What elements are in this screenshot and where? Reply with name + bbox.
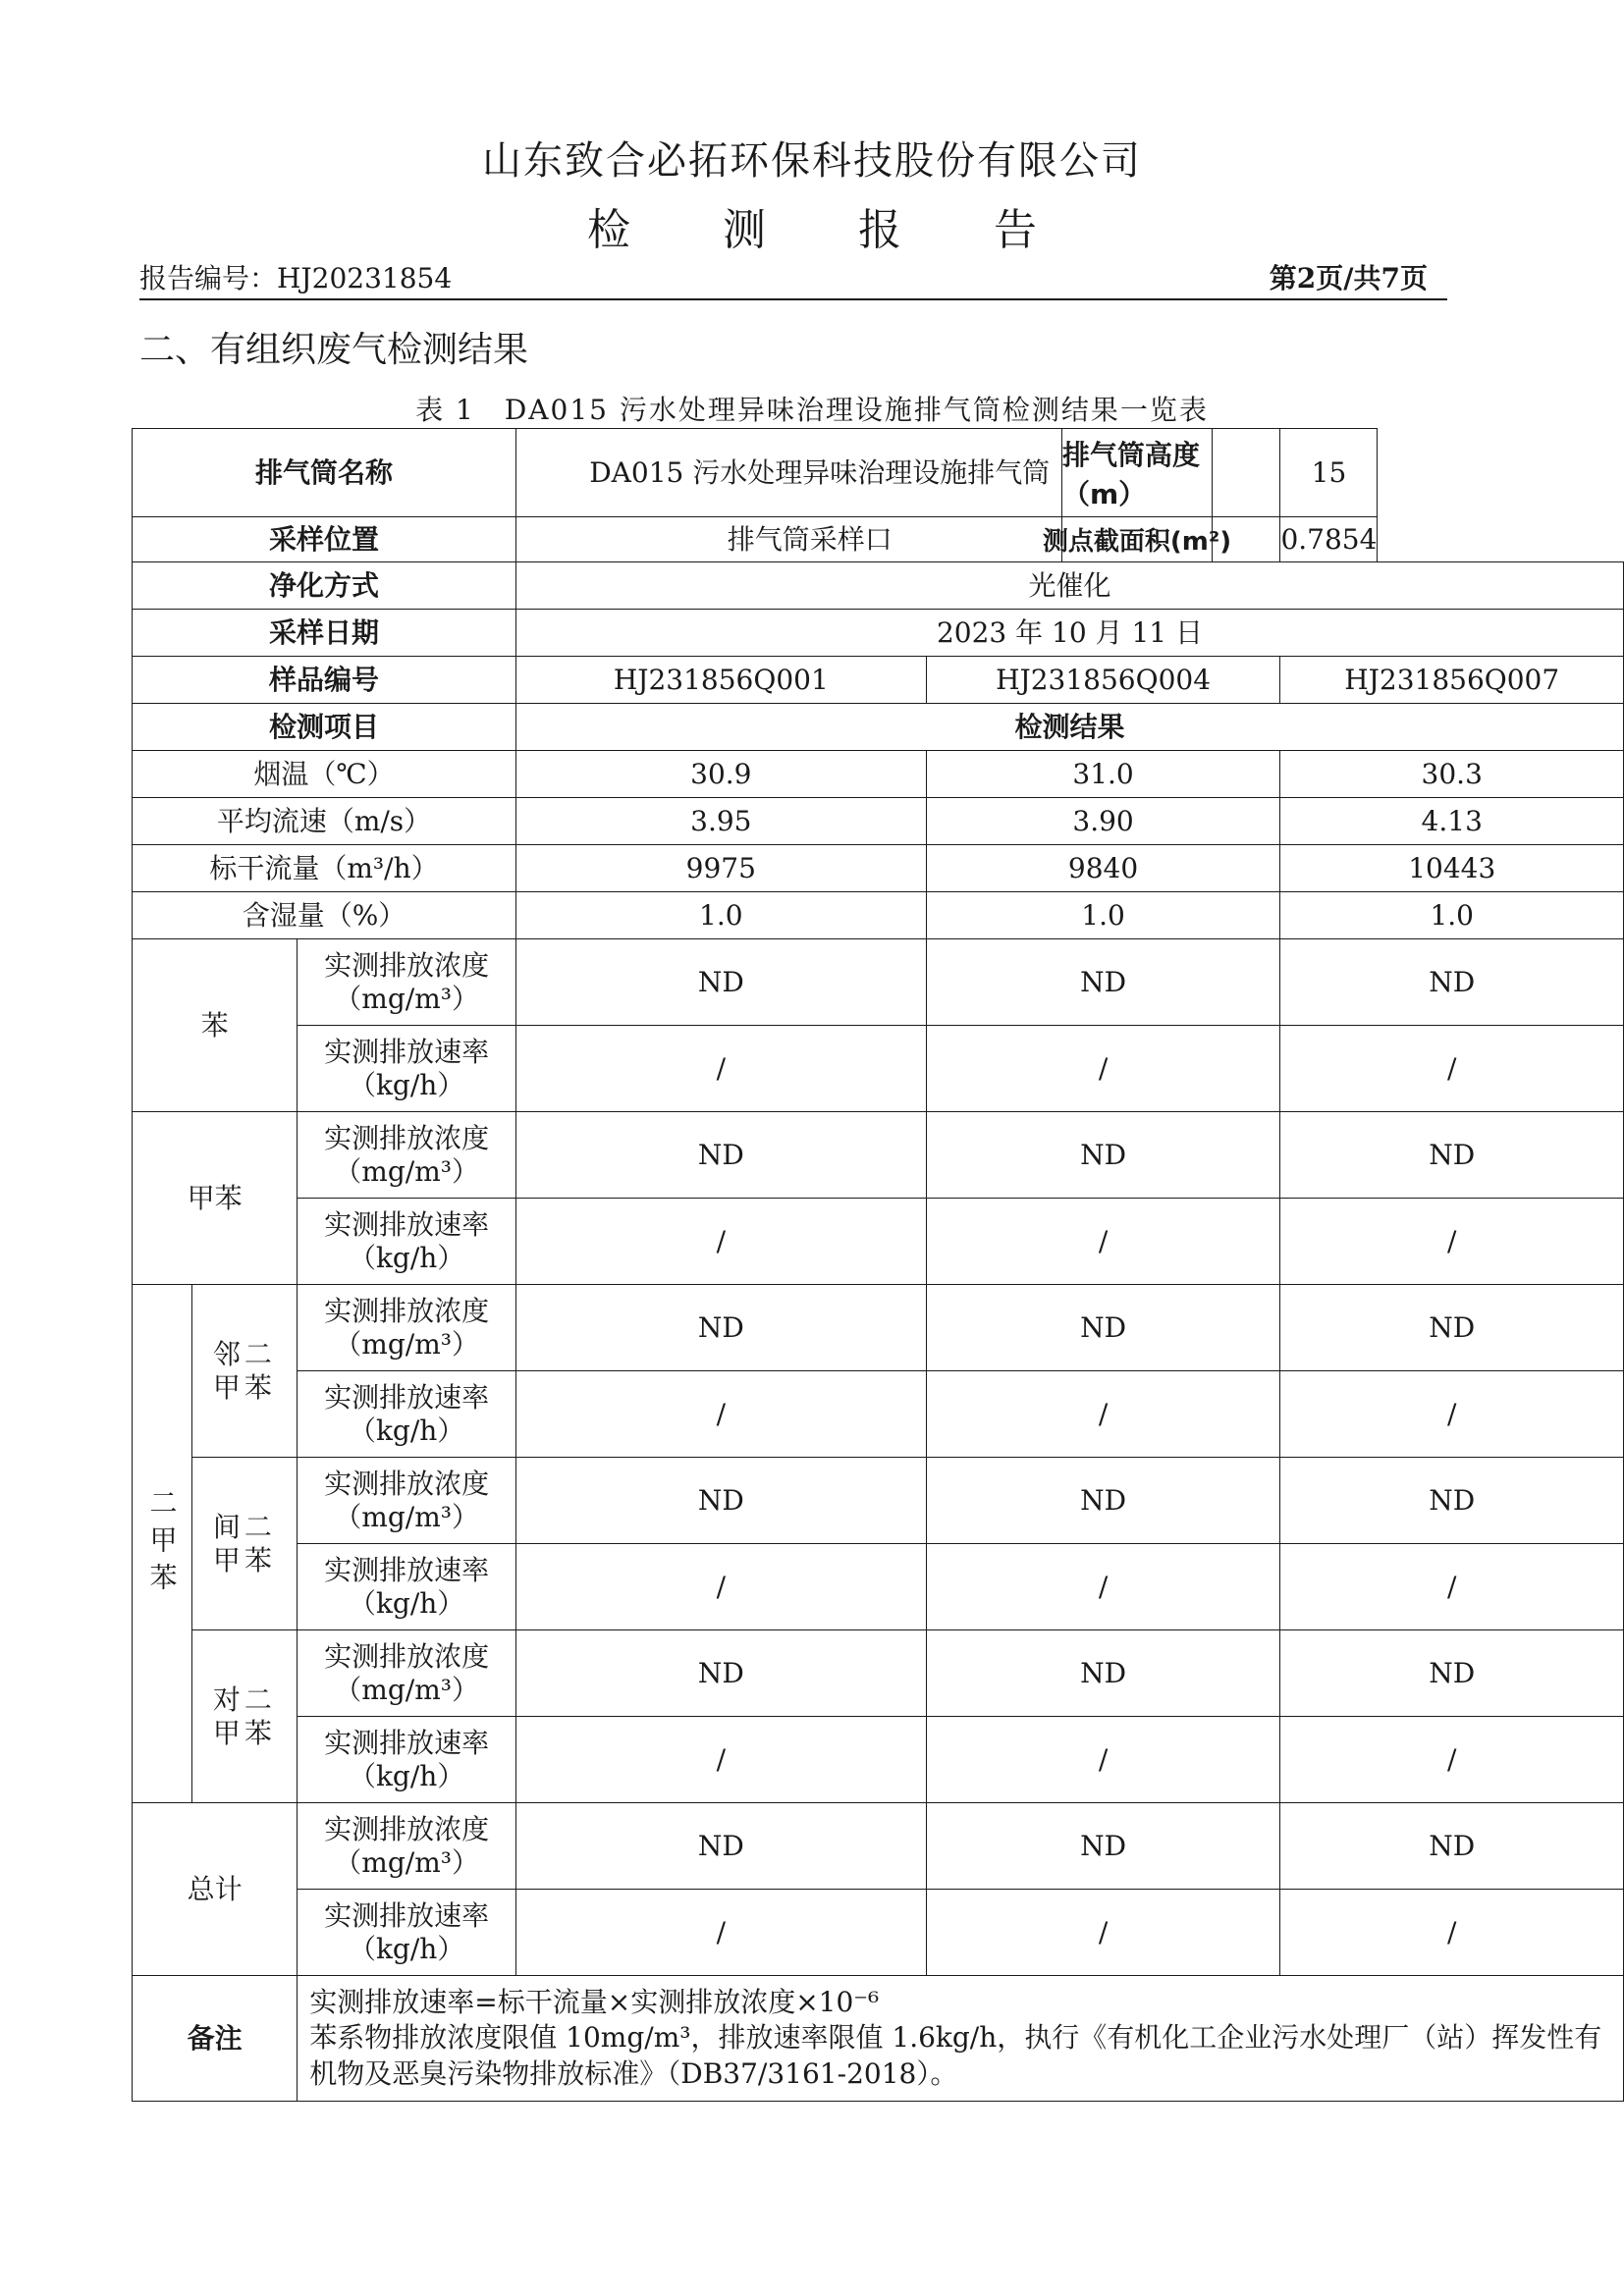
result-cell: / <box>515 1199 926 1285</box>
result-cell: ND <box>1280 1630 1624 1717</box>
pollutant-total: 总计 <box>133 1803 298 1976</box>
result-cell: / <box>515 1544 926 1630</box>
sampling-date-label: 采样日期 <box>133 610 516 657</box>
result-cell: ND <box>1280 1803 1624 1890</box>
stack-height-value: 15 <box>1280 429 1378 517</box>
result-cell: ND <box>515 1112 926 1199</box>
stack-height-label-text: 排气筒高度（m） <box>1062 438 1201 510</box>
pollutant-benzene: 苯 <box>133 939 298 1112</box>
pollutant-m-xylene: 间二甲苯 <box>191 1458 298 1630</box>
page-number: 第2页/共7页 <box>1269 262 1428 294</box>
results-table <box>132 428 1624 2102</box>
sampling-position-label: 采样位置 <box>133 517 516 562</box>
report-title: 检 测 报 告 <box>587 205 1076 255</box>
result-cell: / <box>1280 1717 1624 1803</box>
company-name: 山东致合必拓环保科技股份有限公司 <box>482 138 1142 184</box>
result-cell: ND <box>926 1285 1280 1371</box>
test-result-label: 检测结果 <box>515 704 1623 751</box>
param-value: 30.9 <box>515 751 926 798</box>
result-cell: ND <box>515 1803 926 1890</box>
param-value: 1.0 <box>1280 892 1624 939</box>
rate-label: 实测排放速率 （kg/h） <box>298 1199 516 1285</box>
result-cell: ND <box>926 1630 1280 1717</box>
pollutant-o-xylene: 邻二甲苯 <box>191 1285 298 1458</box>
pollutant-toluene: 甲苯 <box>133 1112 298 1285</box>
sampling-position-value: 排气筒采样口 <box>515 517 1279 562</box>
sample-id-2: HJ231856Q004 <box>926 657 1280 704</box>
result-cell: ND <box>926 1458 1280 1544</box>
result-cell: / <box>926 1026 1280 1112</box>
result-cell: ND <box>515 939 926 1026</box>
param-value: 3.90 <box>926 798 1280 845</box>
result-cell: / <box>515 1890 926 1976</box>
result-cell: / <box>1280 1544 1624 1630</box>
result-cell: / <box>1280 1890 1624 1976</box>
result-cell: ND <box>1280 1112 1624 1199</box>
sample-id-3: HJ231856Q007 <box>1280 657 1624 704</box>
param-value: 4.13 <box>1280 798 1624 845</box>
rate-label: 实测排放速率 （kg/h） <box>298 1371 516 1458</box>
conc-label: 实测排放浓度 （mg/m³） <box>298 939 516 1026</box>
result-cell: / <box>1280 1199 1624 1285</box>
result-cell: ND <box>926 1803 1280 1890</box>
param-label: 标干流量（m³/h） <box>133 845 516 892</box>
result-cell: / <box>926 1199 1280 1285</box>
result-cell: ND <box>515 1285 926 1371</box>
result-cell: / <box>1280 1371 1624 1458</box>
notes-label: 备注 <box>133 1976 298 2102</box>
test-item-label: 检测项目 <box>133 704 516 751</box>
result-cell: ND <box>926 1112 1280 1199</box>
section-title: 二、有组织废气检测结果 <box>139 330 529 370</box>
param-value: 1.0 <box>926 892 1280 939</box>
rate-label: 实测排放速率 （kg/h） <box>298 1717 516 1803</box>
section-area-label-text: 测点截面积(m²) <box>1042 527 1232 557</box>
rate-label: 实测排放速率 （kg/h） <box>298 1544 516 1630</box>
conc-label: 实测排放浓度 （mg/m³） <box>298 1630 516 1717</box>
result-cell: ND <box>926 939 1280 1026</box>
result-cell: / <box>926 1371 1280 1458</box>
conc-label: 实测排放浓度 （mg/m³） <box>298 1458 516 1544</box>
section-area-value: 0.7854 <box>1280 517 1378 562</box>
result-cell: / <box>926 1544 1280 1630</box>
conc-label: 实测排放浓度 （mg/m³） <box>298 1803 516 1890</box>
section-area-label-box <box>1042 517 1232 561</box>
result-cell: / <box>926 1890 1280 1976</box>
param-label: 含湿量（%） <box>133 892 516 939</box>
param-value: 9975 <box>515 845 926 892</box>
result-cell: ND <box>515 1458 926 1544</box>
conc-label: 实测排放浓度 （mg/m³） <box>298 1285 516 1371</box>
stack-name-label: 排气筒名称 <box>133 429 516 517</box>
param-value: 3.95 <box>515 798 926 845</box>
notes-content <box>298 1976 1624 2102</box>
param-value: 10443 <box>1280 845 1624 892</box>
param-value: 1.0 <box>515 892 926 939</box>
param-value: 31.0 <box>926 751 1280 798</box>
rate-label: 实测排放速率 （kg/h） <box>298 1890 516 1976</box>
param-value: 9840 <box>926 845 1280 892</box>
sampling-date-value: 2023 年 10 月 11 日 <box>515 610 1623 657</box>
note-standard: 苯系物排放浓度限值 10mg/m³，排放速率限值 1.6kg/h，执行《有机化工企业污水处理厂（站）挥发性有机物及恶臭污染物排放标准》（DB37/3161-2018）。 <box>309 2021 1602 2090</box>
conc-label: 实测排放浓度 （mg/m³） <box>298 1112 516 1199</box>
param-label: 平均流速（m/s） <box>133 798 516 845</box>
sample-id-1: HJ231856Q001 <box>515 657 926 704</box>
pollutant-p-xylene: 对二甲苯 <box>191 1630 298 1803</box>
result-cell: / <box>926 1717 1280 1803</box>
result-cell: ND <box>515 1630 926 1717</box>
result-cell: / <box>515 1717 926 1803</box>
purification-label: 净化方式 <box>133 562 516 610</box>
note-formula: 实测排放速率=标干流量×实测排放浓度×10⁻⁶ <box>309 1985 880 2018</box>
result-cell: / <box>1280 1026 1624 1112</box>
param-value: 30.3 <box>1280 751 1624 798</box>
pollutant-xylene: 二甲苯 <box>133 1285 192 1803</box>
result-cell: ND <box>1280 1285 1624 1371</box>
rate-label: 实测排放速率 （kg/h） <box>298 1026 516 1112</box>
purification-value: 光催化 <box>515 562 1623 610</box>
stack-name-value: DA015 污水处理异味治理设施排气筒 <box>515 429 1279 517</box>
report-meta <box>139 253 1447 300</box>
sample-id-label: 样品编号 <box>133 657 516 704</box>
result-cell: ND <box>1280 1458 1624 1544</box>
table-caption: 表 1 DA015 污水处理异味治理设施排气筒检测结果一览表 <box>415 394 1209 426</box>
result-cell: / <box>515 1026 926 1112</box>
result-cell: / <box>515 1371 926 1458</box>
stack-height-label-box <box>1061 429 1213 516</box>
result-cell: ND <box>1280 939 1624 1026</box>
param-label: 烟温（℃） <box>133 751 516 798</box>
report-number: 报告编号：HJ20231854 <box>139 262 453 294</box>
